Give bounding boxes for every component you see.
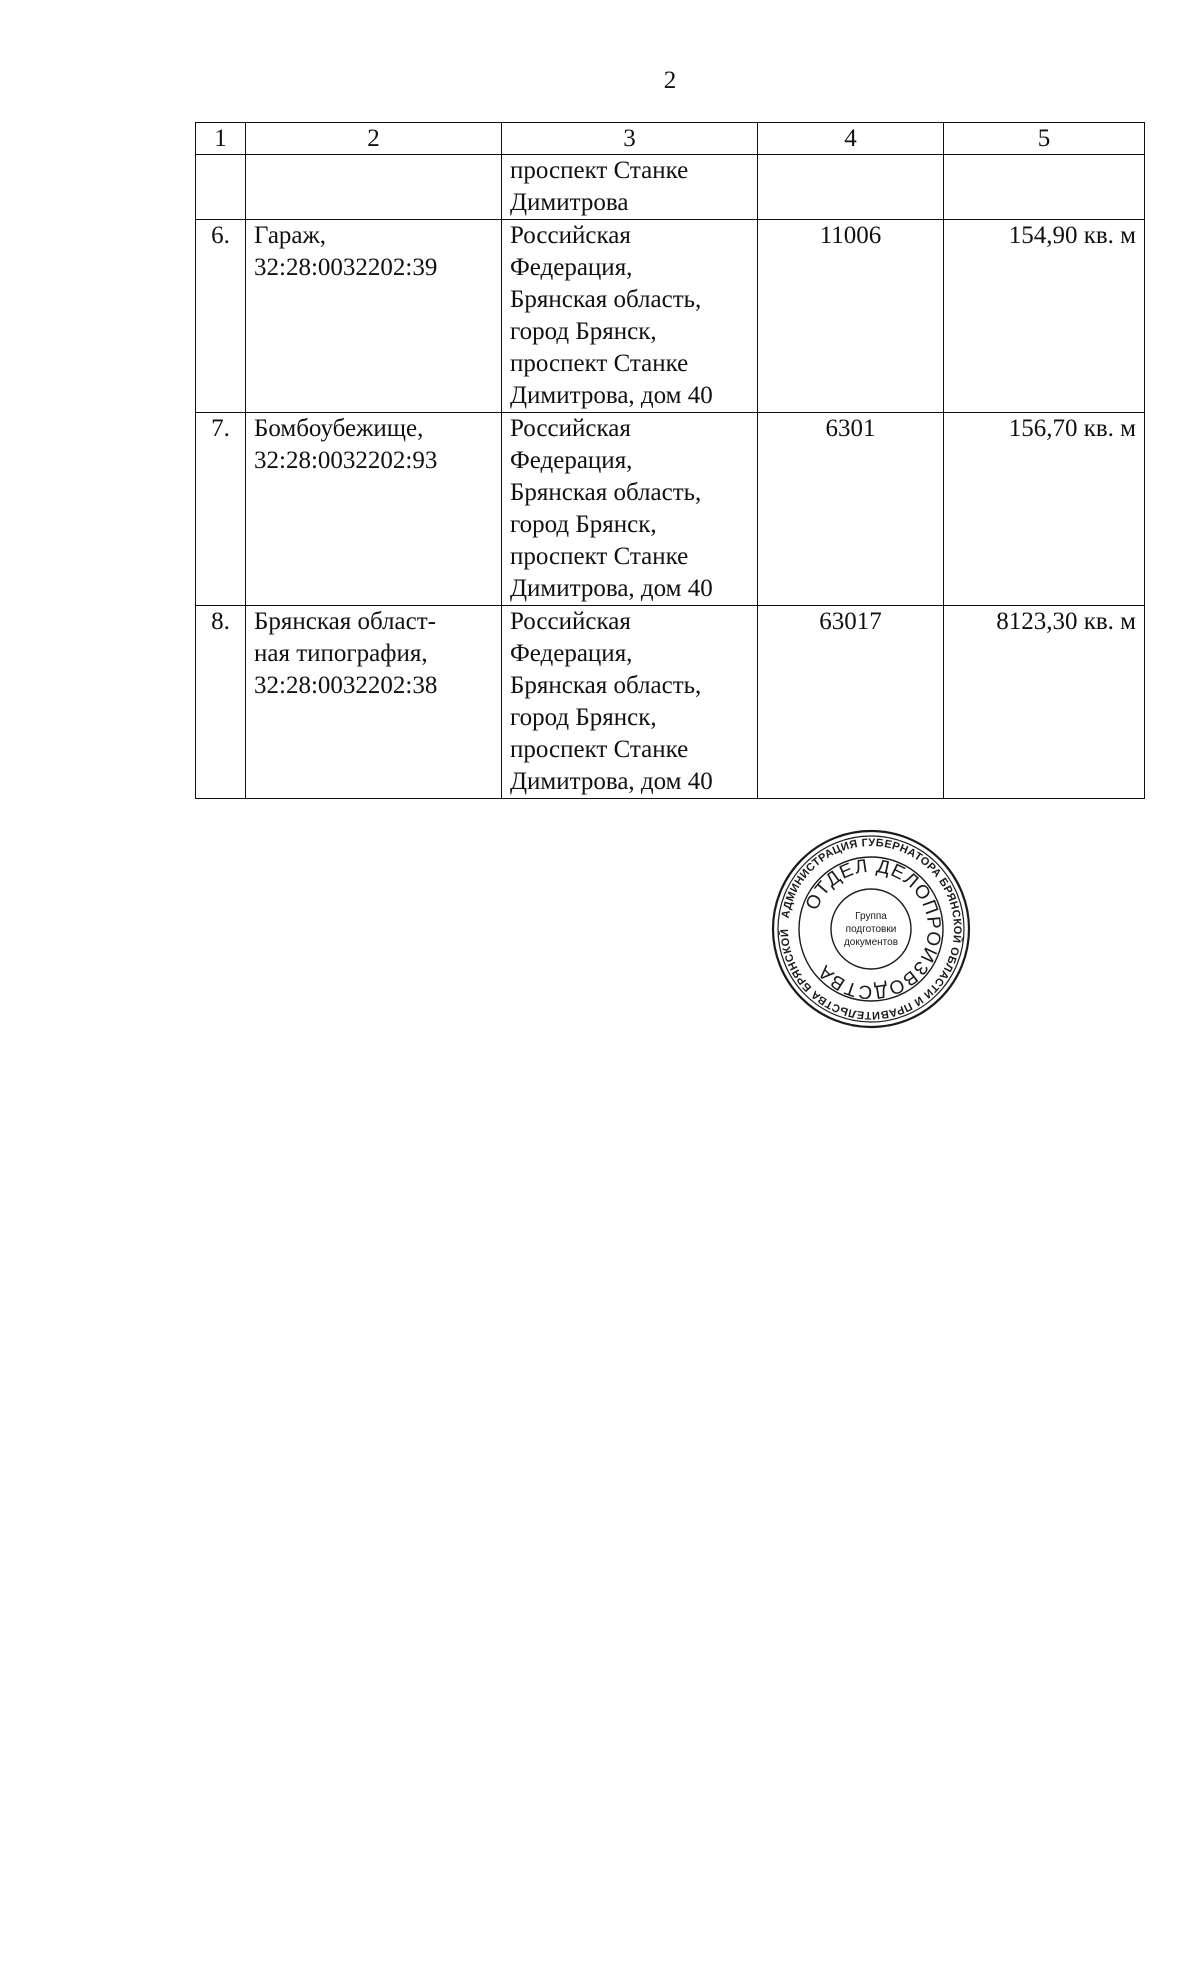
- column-number-row: [196, 123, 1145, 155]
- property-name-cell: [246, 220, 502, 413]
- property-name-cell: [246, 413, 502, 606]
- seal-center-line: Группа: [855, 911, 887, 922]
- seal-outer-inscription: АДМИНИСТРАЦИЯ ГУБЕРНАТОРА БРЯНСКОЙ ОБЛАСТИ И ПРАВИТЕЛЬСТВА БРЯНСКОЙ: [778, 836, 964, 1022]
- table-row: [196, 220, 1145, 413]
- property-table: [195, 122, 1145, 799]
- address-cell-line: Димитрова, дом 40: [510, 575, 713, 602]
- table-row: [196, 413, 1145, 606]
- row-number-cell: 7.: [196, 413, 246, 606]
- address-cell-line: Федерация,: [510, 640, 633, 667]
- area-cell: 8123,30 кв. м: [944, 606, 1145, 799]
- address-cell-line: проспект Станке: [510, 543, 689, 570]
- seal-graphic: [770, 828, 972, 1030]
- property-name-cell-line: ная типография,: [254, 640, 428, 667]
- seal-middle-inscription: ОТДЕЛ ДЕЛОПРОИЗВОДСТВА: [801, 855, 945, 1003]
- column-number: 1: [196, 123, 246, 155]
- address-cell: [502, 155, 758, 220]
- address-cell-line: Российская: [510, 415, 631, 442]
- address-cell-line: Федерация,: [510, 254, 633, 281]
- column-number: 2: [246, 123, 502, 155]
- address-cell-line: Федерация,: [510, 447, 633, 474]
- page-number: 2: [663, 67, 677, 94]
- address-cell-line: Брянская область,: [510, 286, 702, 313]
- office-seal-stamp: [770, 828, 972, 1030]
- code-cell: 6301: [758, 413, 944, 606]
- code-cell: [758, 155, 944, 220]
- property-name-cell-line: 32:28:0032202:38: [254, 672, 438, 699]
- address-cell-line: Димитрова, дом 40: [510, 768, 713, 795]
- table-row: [196, 155, 1145, 220]
- row-number-cell: 6.: [196, 220, 246, 413]
- area-cell: 156,70 кв. м: [944, 413, 1145, 606]
- address-cell-line: Димитрова: [510, 189, 629, 216]
- address-cell-line: проспект Станке: [510, 350, 689, 377]
- address-cell-line: проспект Станке: [510, 157, 689, 184]
- address-cell-line: город Брянск,: [510, 318, 657, 345]
- property-name-cell: [246, 155, 502, 220]
- property-name-cell-line: Бомбоубежище,: [254, 415, 424, 442]
- seal-center-line: документов: [843, 937, 899, 948]
- row-number-cell: [196, 155, 246, 220]
- address-cell-line: город Брянск,: [510, 511, 657, 538]
- address-cell-line: Брянская область,: [510, 672, 702, 699]
- address-cell-line: город Брянск,: [510, 704, 657, 731]
- code-cell: 11006: [758, 220, 944, 413]
- address-cell-line: Российская: [510, 608, 631, 635]
- address-cell: [502, 413, 758, 606]
- address-cell-line: Димитрова, дом 40: [510, 382, 713, 409]
- column-number: 5: [944, 123, 1145, 155]
- address-cell-line: Брянская область,: [510, 479, 702, 506]
- address-cell: [502, 606, 758, 799]
- area-cell: [944, 155, 1145, 220]
- address-cell-line: проспект Станке: [510, 736, 689, 763]
- property-table-body: [196, 123, 1145, 799]
- property-name-cell-line: Гараж,: [254, 222, 327, 249]
- seal-center-line: подготовки: [845, 924, 897, 935]
- column-number: 4: [758, 123, 944, 155]
- code-cell: 63017: [758, 606, 944, 799]
- property-name-cell-line: 32:28:0032202:39: [254, 254, 438, 281]
- area-cell: 154,90 кв. м: [944, 220, 1145, 413]
- property-name-cell-line: 32:28:0032202:93: [254, 447, 438, 474]
- property-name-cell-line: Брянская област-: [254, 608, 436, 635]
- column-number: 3: [502, 123, 758, 155]
- address-cell: [502, 220, 758, 413]
- address-cell-line: Российская: [510, 222, 631, 249]
- table-row: [196, 606, 1145, 799]
- property-name-cell: [246, 606, 502, 799]
- row-number-cell: 8.: [196, 606, 246, 799]
